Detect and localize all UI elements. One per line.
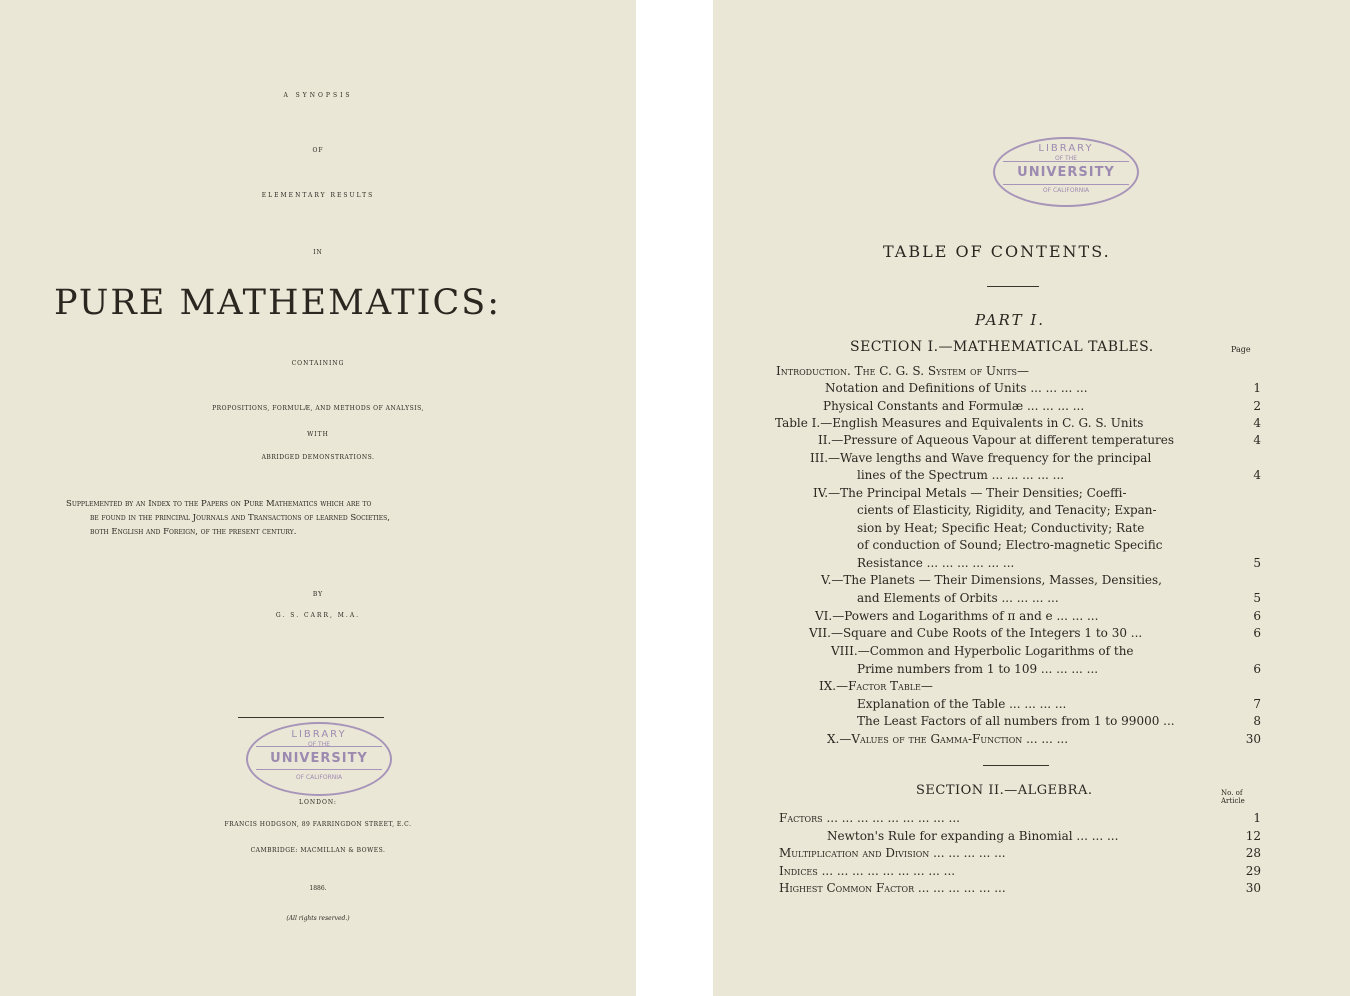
supplement-line-3: both English and Foreign, of the present century.	[90, 527, 297, 537]
toc-page: 12	[1245, 829, 1261, 843]
toc-row	[713, 644, 1350, 661]
toc-label: Prime numbers from 1 to 109 ... ... ... ...	[857, 662, 1099, 676]
contents-heading: TABLE OF CONTENTS.	[883, 242, 1111, 261]
title-by: BY	[312, 591, 324, 598]
toc-row	[713, 714, 1350, 731]
section-2-title: SECTION II.—ALGEBRA.	[916, 783, 1093, 798]
heading-rule	[987, 286, 1039, 287]
toc-label: lines of the Spectrum ... ... ... ... ...	[857, 468, 1065, 482]
toc-label: Physical Constants and Formulæ ... ... ... ...	[823, 399, 1085, 413]
toc-row	[713, 732, 1350, 749]
toc-label: Notation and Definitions of Units ... ... ... ...	[825, 381, 1088, 395]
article-column-label-2: Article	[1221, 797, 1245, 805]
toc-label: Factors ... ... ... ... ... ... ... ... ...	[779, 811, 960, 825]
library-stamp	[246, 722, 392, 796]
toc-page: 2	[1253, 399, 1261, 413]
toc-label: Newton's Rule for expanding a Binomial ... ... ...	[827, 829, 1119, 843]
toc-page: 30	[1245, 881, 1261, 895]
toc-page: 4	[1253, 433, 1261, 447]
stamp-top-text: LIBRARY	[1038, 143, 1094, 154]
stamp-mid-text: OF THE	[1054, 155, 1078, 162]
imprint-year: 1886.	[309, 885, 327, 892]
subtitle-with: WITH	[307, 431, 329, 438]
stamp-bottom-text: OF CALIFORNIA	[295, 774, 343, 781]
page-column-label: Page	[1231, 345, 1251, 354]
toc-label: Table I.—English Measures and Equivalents in C. G. S. Units	[775, 416, 1144, 430]
toc-page: 5	[1253, 556, 1261, 570]
toc-label: IV.—The Principal Metals — Their Densities; Coeffi-	[813, 486, 1127, 500]
toc-label: V.—The Planets — Their Dimensions, Masses, Densities,	[821, 573, 1162, 587]
toc-label: III.—Wave lengths and Wave frequency for the principal	[810, 451, 1152, 465]
stamp-main-text: UNIVERSITY	[270, 751, 368, 766]
toc-label: VI.—Powers and Logarithms of π and e ... ... ...	[815, 609, 1099, 623]
toc-page: 6	[1253, 626, 1261, 640]
toc-row	[713, 433, 1350, 450]
title-page	[0, 0, 636, 996]
toc-row	[713, 573, 1350, 590]
toc-row	[713, 829, 1350, 846]
supplement-line-1: Supplemented by an Index to the Papers on Pure Mathematics which are to	[66, 499, 372, 509]
article-column-label-1: No. of	[1221, 789, 1243, 797]
toc-page: 30	[1245, 732, 1261, 746]
toc-page: 4	[1253, 468, 1261, 482]
title-line-3: PURE MATHEMATICS:	[54, 283, 501, 323]
toc-row	[713, 468, 1350, 485]
toc-row	[713, 846, 1350, 863]
library-stamp-contents	[993, 137, 1139, 207]
toc-label: Indices ... ... ... ... ... ... ... ... ...	[779, 864, 956, 878]
toc-page: 28	[1245, 846, 1261, 860]
toc-label: Highest Common Factor ... ... ... ... ... ...	[779, 881, 1006, 895]
subtitle-demonstrations: ABRIDGED DEMONSTRATIONS.	[261, 454, 375, 461]
supplement-line-2: be found in the principal Journals and Transactions of learned Societies,	[90, 513, 390, 523]
toc-row	[713, 399, 1350, 416]
toc-page: 6	[1253, 662, 1261, 676]
toc-page: 8	[1253, 714, 1261, 728]
title-in: IN	[313, 249, 323, 256]
author: G. S. CARR, M.A.	[275, 612, 361, 619]
toc-label: The Least Factors of all numbers from 1 to 99000 ...	[857, 714, 1175, 728]
title-line-1: A SYNOPSIS	[283, 92, 353, 99]
imprint-cambridge: CAMBRIDGE: MACMILLAN & BOWES.	[250, 847, 386, 854]
toc-page: 5	[1253, 591, 1261, 605]
toc-row	[713, 864, 1350, 881]
toc-row	[713, 451, 1350, 468]
stamp-main-text: UNIVERSITY	[1017, 165, 1115, 180]
section-1-title: SECTION I.—MATHEMATICAL TABLES.	[850, 339, 1154, 355]
section-divider	[983, 765, 1049, 766]
toc-label: Explanation of the Table ... ... ... ...	[857, 697, 1067, 711]
toc-row	[713, 662, 1350, 679]
imprint-publisher: FRANCIS HODGSON, 89 FARRINGDON STREET, E.C.	[224, 821, 412, 828]
contents-page	[713, 0, 1350, 996]
toc-label: sion by Heat; Specific Heat; Conductivity; Rate	[857, 521, 1145, 535]
stamp-mid-text: OF THE	[307, 741, 331, 748]
toc-label: II.—Pressure of Aqueous Vapour at different temperatures	[818, 433, 1175, 447]
toc-row	[713, 626, 1350, 643]
toc-label: X.—Values of the Gamma-Function ... ... ...	[827, 732, 1069, 746]
toc-row	[713, 591, 1350, 608]
toc-label: cients of Elasticity, Rigidity, and Tenacity; Expan-	[857, 503, 1157, 517]
toc-row	[713, 697, 1350, 714]
toc-row	[713, 811, 1350, 828]
toc-page: 4	[1253, 416, 1261, 430]
toc-label: IX.—Factor Table—	[819, 679, 933, 693]
toc-label: Multiplication and Division ... ... ... ... ...	[779, 846, 1006, 860]
toc-row	[713, 679, 1350, 696]
toc-page: 29	[1245, 864, 1261, 878]
toc-label: VIII.—Common and Hyperbolic Logarithms of the	[831, 644, 1134, 658]
toc-label: Resistance ... ... ... ... ... ...	[857, 556, 1015, 570]
imprint-place: LONDON:	[299, 799, 337, 806]
part-heading: PART I.	[975, 311, 1046, 329]
toc-row	[713, 381, 1350, 398]
toc-label: and Elements of Orbits ... ... ... ...	[857, 591, 1059, 605]
toc-row	[713, 609, 1350, 626]
toc-row	[713, 556, 1350, 573]
toc-page: 6	[1253, 609, 1261, 623]
subtitle-line: PROPOSITIONS, FORMULÆ, AND METHODS OF ANALYSIS,	[212, 405, 424, 412]
toc-row	[713, 521, 1350, 538]
toc-row	[713, 538, 1350, 555]
toc-row	[713, 364, 1350, 381]
toc-label: of conduction of Sound; Electro-magnetic Specific	[857, 538, 1163, 552]
title-containing: CONTAINING	[291, 360, 345, 367]
ornament-rule	[238, 717, 384, 718]
toc-label: Introduction. The C. G. S. System of Units—	[776, 364, 1030, 378]
toc-page: 1	[1253, 381, 1261, 395]
toc-row	[713, 881, 1350, 898]
toc-row	[713, 486, 1350, 503]
stamp-top-text: LIBRARY	[291, 729, 347, 740]
toc-page: 7	[1253, 697, 1261, 711]
toc-row	[713, 503, 1350, 520]
toc-label: VII.—Square and Cube Roots of the Integers 1 to 30 ...	[809, 626, 1143, 640]
title-line-2: ELEMENTARY RESULTS	[261, 192, 375, 199]
toc-row	[713, 416, 1350, 433]
title-of: OF	[312, 147, 324, 154]
rights-note: (All rights reserved.)	[286, 915, 350, 922]
toc-page: 1	[1253, 811, 1261, 825]
stamp-bottom-text: OF CALIFORNIA	[1042, 187, 1090, 194]
